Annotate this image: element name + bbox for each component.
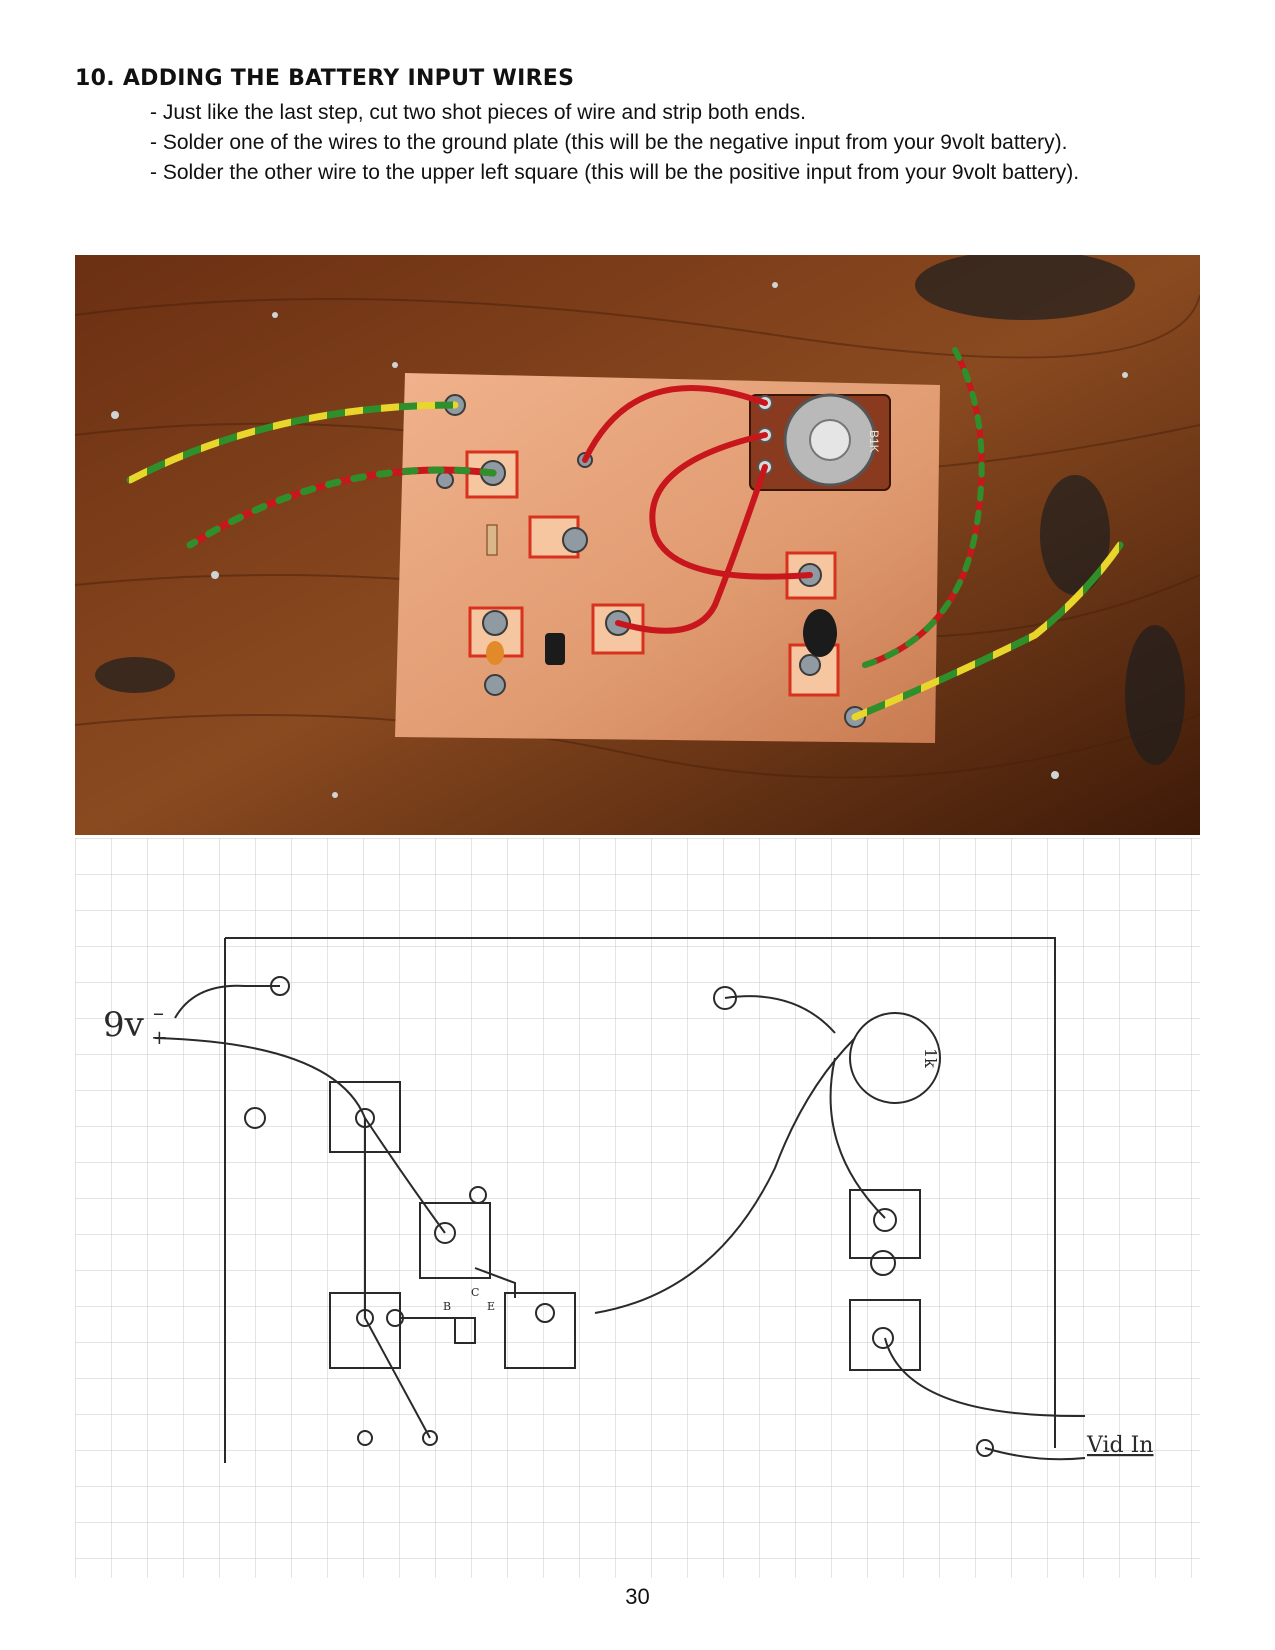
potentiometer bbox=[750, 395, 890, 490]
base-label: B bbox=[443, 1300, 452, 1313]
instruction-line: - Just like the last step, cut two shot pieces of wire and strip both ends. bbox=[150, 101, 806, 124]
emitter-label: E bbox=[487, 1300, 496, 1313]
pot-value-label: 1k bbox=[921, 1048, 940, 1068]
circuit-board-photo bbox=[75, 255, 1200, 835]
capacitor bbox=[803, 609, 837, 657]
battery-minus: – bbox=[153, 1001, 164, 1026]
video-in-label: Vid In bbox=[1087, 1433, 1154, 1458]
battery-plus: + bbox=[151, 1025, 168, 1049]
battery-label: 9v bbox=[103, 1005, 144, 1045]
instruction-line: - Solder one of the wires to the ground plate (this will be the negative input from your 9volt battery). bbox=[150, 131, 1068, 154]
step-instructions bbox=[150, 98, 1200, 188]
pot-label: B1K bbox=[867, 430, 881, 453]
graph-paper bbox=[75, 838, 1200, 1578]
wiring-sketch bbox=[75, 838, 1200, 1578]
instruction-line: - Solder the other wire to the upper left square (this will be the positive input from your 9volt battery). bbox=[150, 161, 1080, 184]
collector-label: C bbox=[471, 1286, 480, 1299]
ceramic-capacitor bbox=[486, 641, 504, 665]
step-heading: 10. ADDING THE BATTERY INPUT WIRES bbox=[75, 66, 575, 91]
transistor bbox=[545, 633, 565, 665]
resistor bbox=[487, 525, 497, 555]
page-number: 30 bbox=[625, 1584, 650, 1609]
